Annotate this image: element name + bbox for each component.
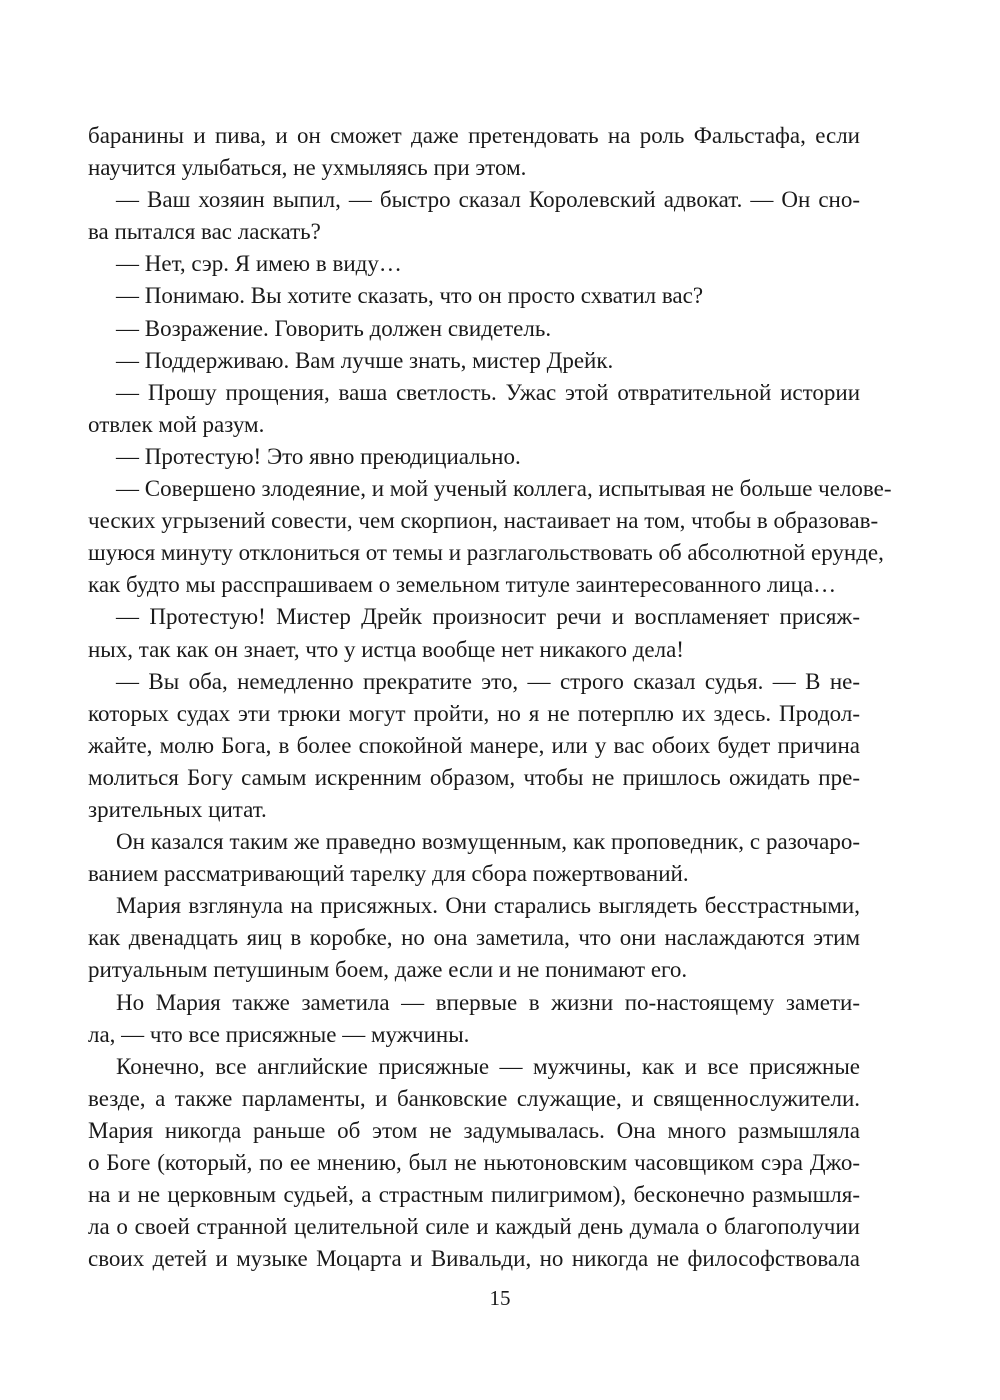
text-line: везде, а также парламенты, и банковские служащие, и священнослужители.	[88, 1085, 860, 1111]
text-line: — Вы оба, немедленно прекратите это, — строго сказал судья. — В не-	[116, 668, 860, 694]
text-line: научится улыбаться, не ухмыляясь при этом.	[88, 155, 527, 181]
text-line: молиться Богу самым искренним образом, чтобы не пришлось ожидать пре-	[88, 764, 860, 790]
text-line: ческих угрызений совести, чем скорпион, настаивает на том, чтобы в образовав-	[88, 508, 879, 534]
text-line: ла о своей странной целительной силе и каждый день думала о благополучии	[88, 1214, 860, 1240]
text-line: Но Мария также заметила — впервые в жизни по-настоящему замети-	[116, 989, 860, 1015]
text-line: Мария взглянула на присяжных. Они старались выглядеть бесстрастными,	[116, 893, 860, 919]
text-line: ла, — что все присяжные — мужчины.	[88, 1021, 470, 1047]
text-line: как двенадцать яиц в коробке, но она заметила, что они наслаждаются этим	[88, 925, 860, 951]
text-line: Мария никогда раньше об этом не задумывалась. Она много размышляла	[88, 1117, 860, 1143]
text-line: которых судах эти трюки могут пройти, но я не потерплю их здесь. Продол-	[88, 700, 860, 726]
text-line: — Понимаю. Вы хотите сказать, что он просто схватил вас?	[116, 283, 704, 309]
text-line: отвлек мой разум.	[88, 411, 265, 437]
text-line: — Совершено злодеяние, и мой ученый коллега, испытывая не больше челове-	[116, 476, 892, 502]
text-line: — Поддерживаю. Вам лучше знать, мистер Дрейк.	[116, 347, 614, 373]
text-line: — Нет, сэр. Я имею в виду…	[116, 251, 402, 277]
text-line: ритуальным петушиным боем, даже если и не понимают его.	[88, 957, 688, 983]
text-line: баранины и пива, и он сможет даже претендовать на роль Фальстафа, если	[88, 123, 860, 148]
text-line: — Протестую! Мистер Дрейк произносит речи и воспламеняет присяж-	[116, 604, 860, 630]
text-line: как будто мы расспрашиваем о земельном титуле заинтересованного лица…	[88, 572, 837, 598]
text-line: ных, так как он знает, что у истца вообще нет никакого дела!	[88, 636, 684, 662]
text-line: ва пытался вас ласкать?	[88, 219, 321, 245]
text-line: — Ваш хозяин выпил, — быстро сказал Королевский адвокат. — Он сно-	[116, 187, 860, 213]
text-line: — Протестую! Это явно преюдициально.	[116, 443, 521, 469]
text-line: жайте, молю Бога, в более спокойной манере, или у вас обоих будет причина	[88, 732, 860, 758]
text-line: шуюся минуту отклониться от темы и разглагольствовать об абсолютной ерунде,	[88, 540, 884, 566]
text-line: ванием рассматривающий тарелку для сбора пожертвований.	[88, 861, 689, 887]
text-line: — Возражение. Говорить должен свидетель.	[116, 315, 552, 341]
body-text	[88, 120, 892, 1275]
text-line: о Боге (который, по ее мнению, был не ньютоновским часовщиком сэра Джо-	[88, 1150, 860, 1175]
text-line: Конечно, все английские присяжные — мужчины, как и все присяжные	[116, 1053, 860, 1079]
text-line: своих детей и музыке Моцарта и Вивальди, но никогда не философствовала	[88, 1246, 860, 1272]
text-line: на и не церковным судьей, а страстным пилигримом), бесконечно размышля-	[88, 1182, 860, 1208]
text-line: — Прошу прощения, ваша светлость. Ужас этой отвратительной истории	[116, 379, 860, 405]
text-line: зрительных цитат.	[88, 796, 267, 822]
text-line: Он казался таким же праведно возмущенным, как проповедник, с разочаро-	[116, 829, 860, 855]
page-number: 15	[489, 1286, 511, 1310]
